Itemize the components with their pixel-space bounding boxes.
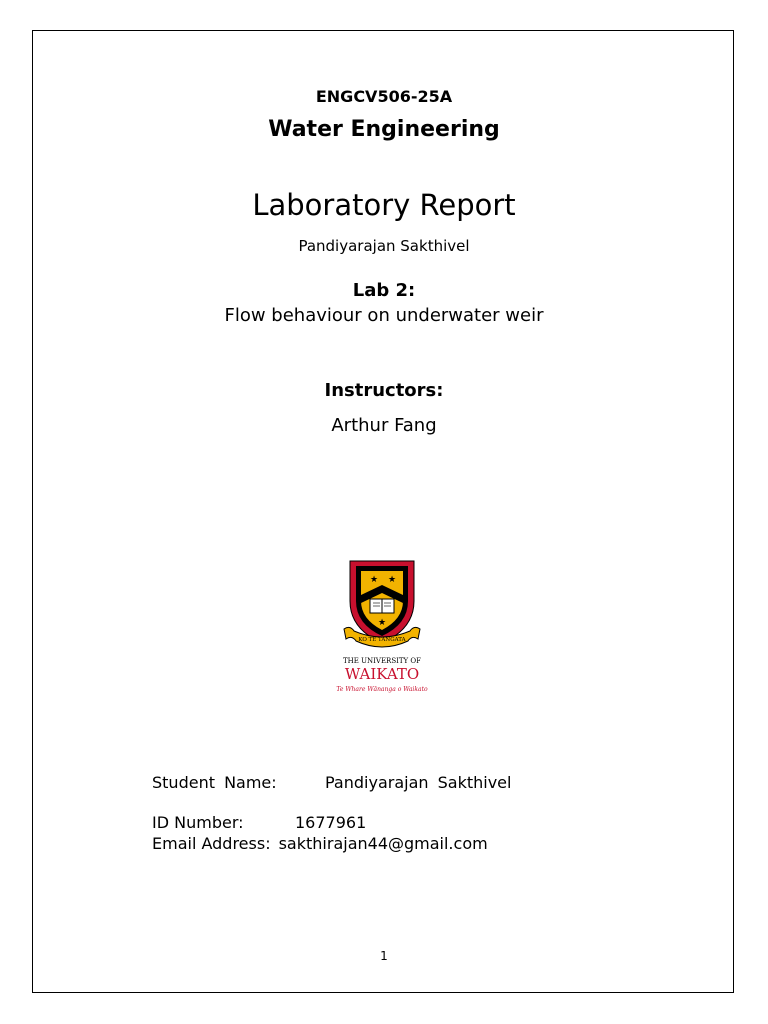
svg-text:★: ★ [388, 575, 397, 585]
lab-title: Flow behaviour on underwater weir [224, 305, 544, 326]
lab-number: Lab 2: [352, 280, 416, 301]
instructor-name: Arthur Fang [331, 415, 437, 436]
student-name-value: Pandiyarajan Sakthivel [325, 773, 512, 792]
svg-text:Te Whare Wānanga o Waikato: Te Whare Wānanga o Waikato [336, 686, 428, 693]
svg-text:★: ★ [370, 575, 379, 585]
student-name-row [152, 773, 511, 792]
svg-text:WAIKATO: WAIKATO [344, 665, 420, 683]
email-label: Email Address: [152, 834, 271, 853]
student-name-label: Student Name: [152, 773, 277, 792]
id-number-row [152, 813, 366, 832]
subject-title: Water Engineering [268, 117, 500, 142]
svg-text:★: ★ [378, 618, 387, 628]
report-title: Laboratory Report [252, 188, 516, 222]
svg-text:THE UNIVERSITY OF: THE UNIVERSITY OF [342, 657, 422, 665]
university-logo [320, 555, 444, 703]
email-value: sakthirajan44@gmail.com [278, 834, 488, 853]
university-crest-icon [320, 555, 444, 703]
course-code: ENGCV506-25A [315, 87, 453, 106]
id-number-value: 1677961 [295, 813, 367, 832]
author-name: Pandiyarajan Sakthivel [298, 237, 470, 255]
instructors-heading: Instructors: [324, 380, 444, 401]
svg-text:KO TE TANGATA: KO TE TANGATA [358, 637, 406, 643]
email-row [152, 834, 488, 853]
id-number-label: ID Number: [152, 813, 244, 832]
page-number: 1 [380, 949, 388, 963]
